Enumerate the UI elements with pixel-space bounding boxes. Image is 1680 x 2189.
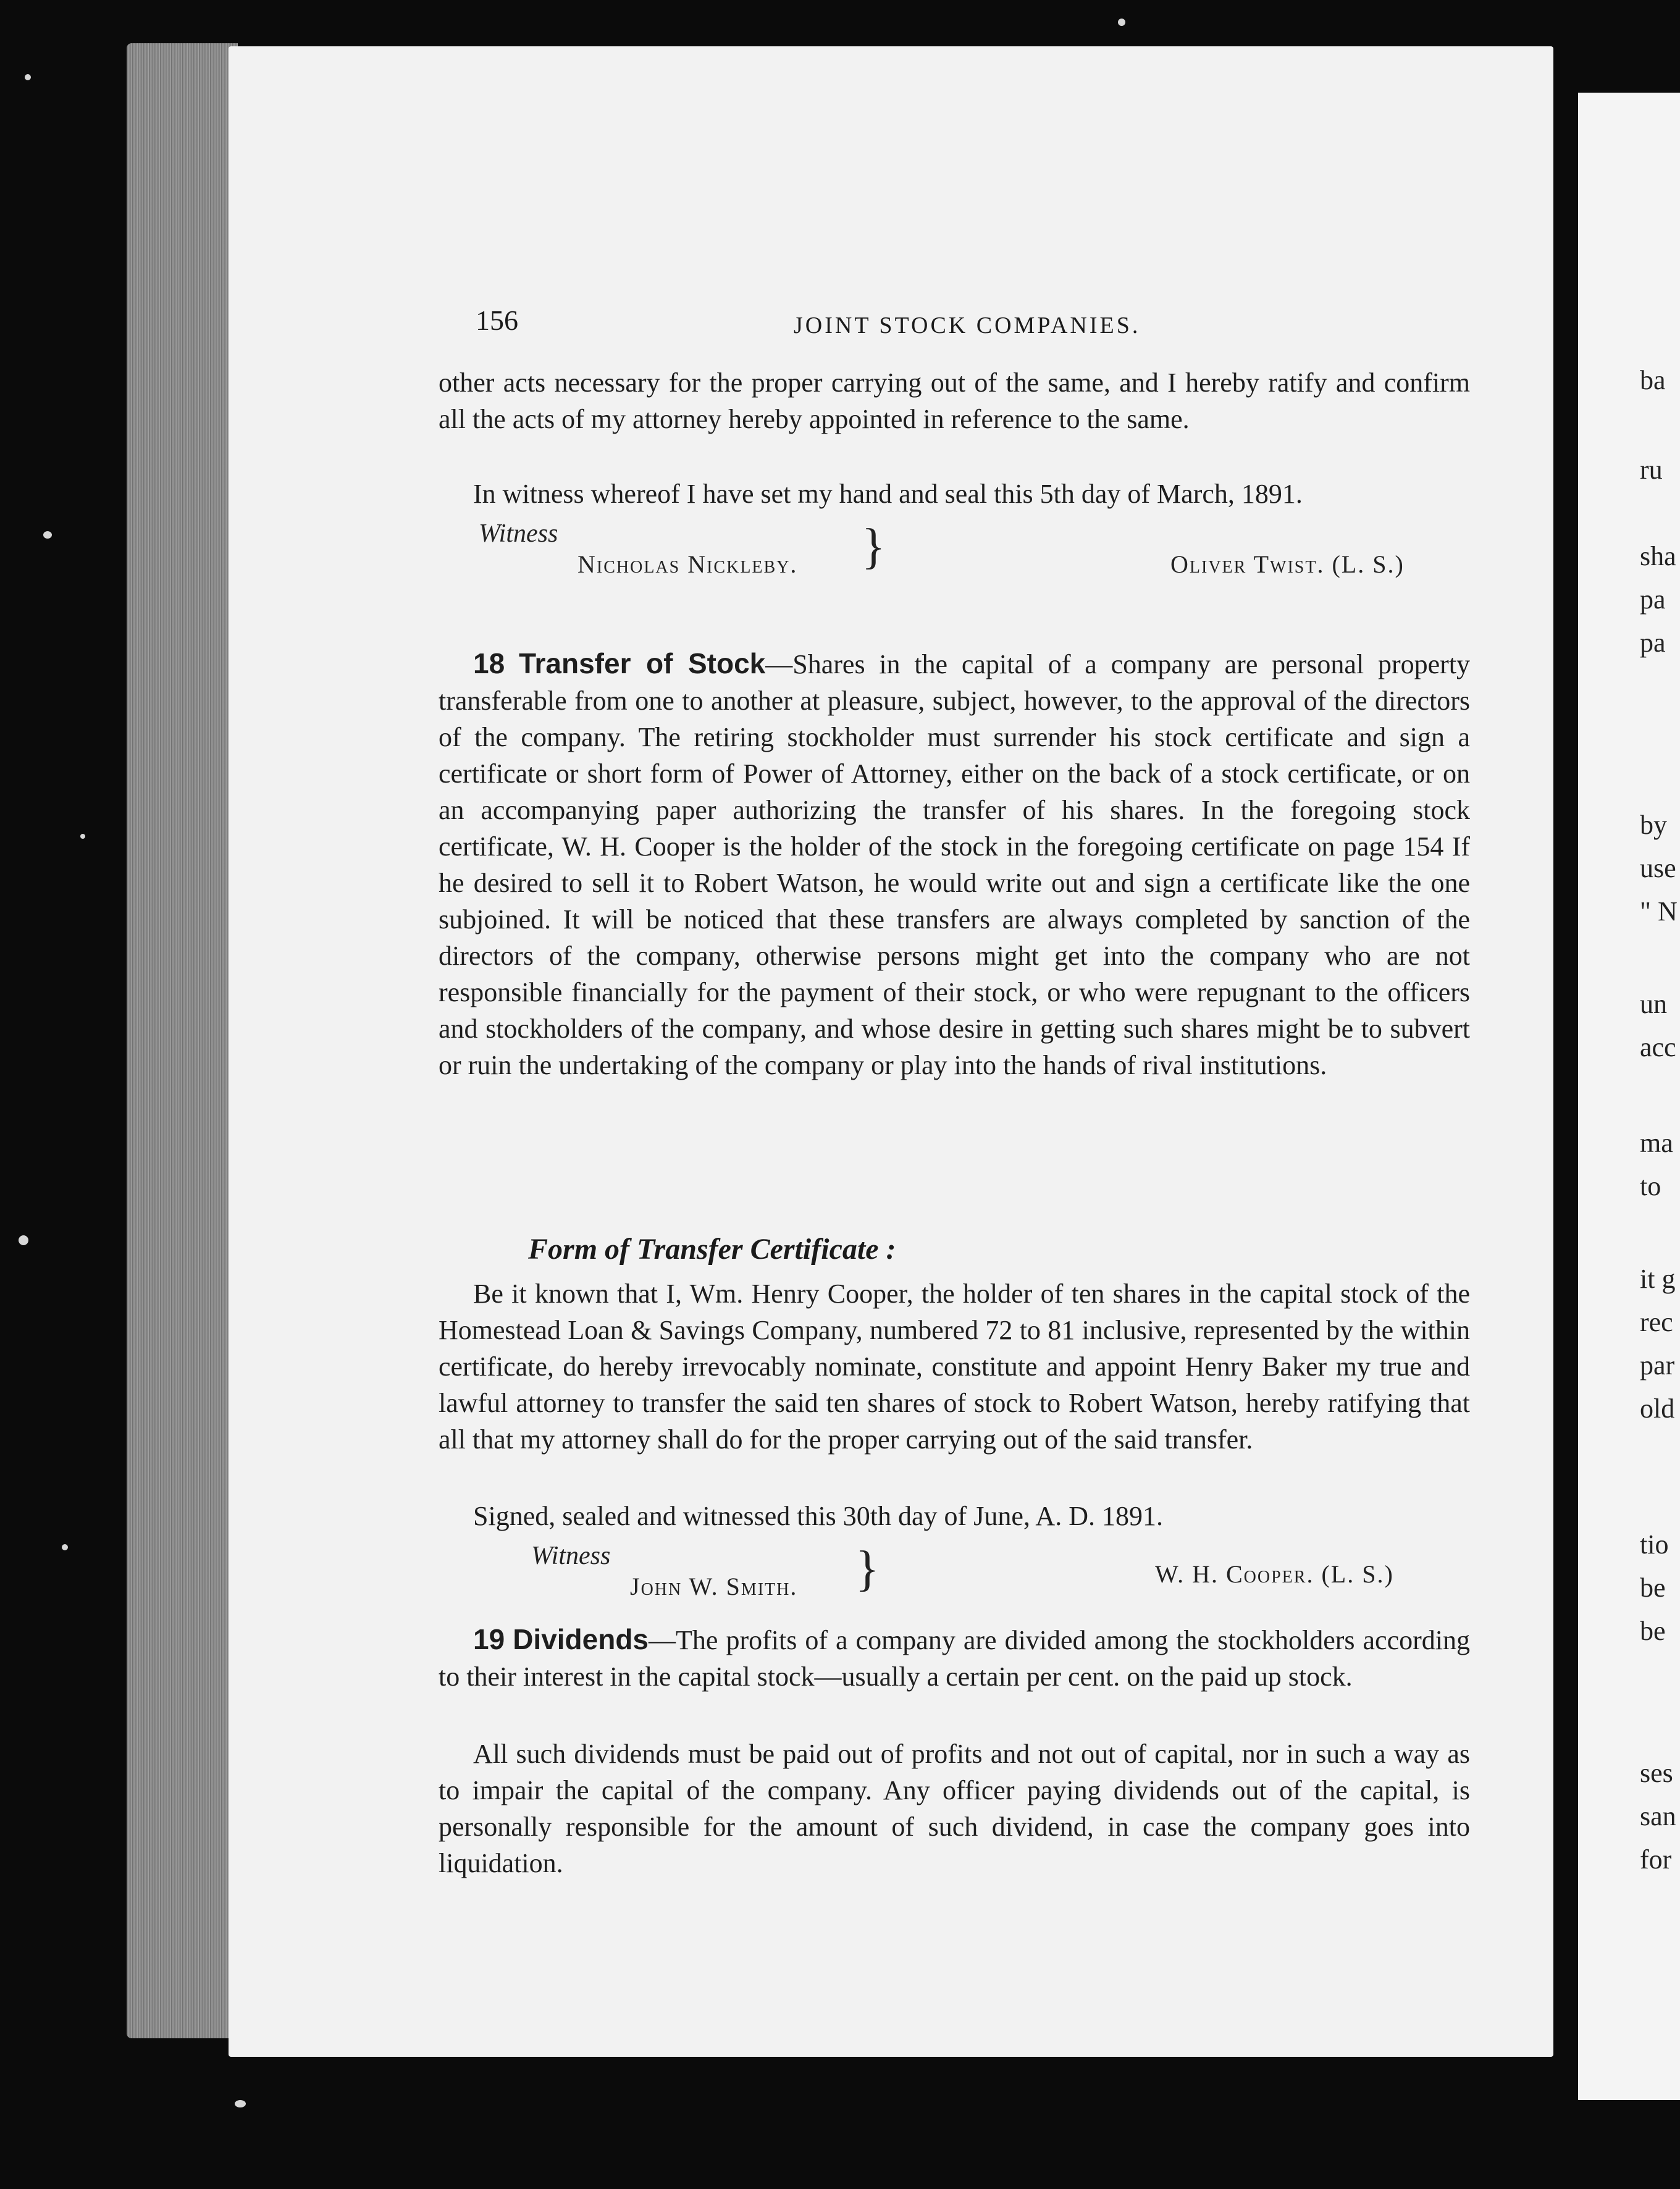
intro-paragraph: other acts necessary for the proper carrying out of the same, and I hereby ratify and confirm all the acts of my attorney hereby appointed in reference to the same. [439,368,1470,434]
dust-speck [43,531,52,539]
witness-label: Witness [479,519,558,548]
dust-speck [62,1544,68,1550]
running-head: JOINT STOCK COMPANIES. [794,313,1141,338]
form-title: Form of Transfer Certificate : [528,1233,896,1266]
brace-icon: } [862,519,886,574]
page-number: 156 [476,305,518,336]
facing-fragment: ru [1640,455,1663,485]
witness-label: Witness [531,1542,611,1570]
facing-fragment: sha [1640,541,1676,571]
dust-speck [19,1235,28,1245]
section-19-paragraph-2: All such dividends must be paid out of profits and not out of capital, nor in such a way as to impair the capital of the company. Any officer paying dividends out of the capital, is personally responsible for the amount of such dividend, in case the company goes into liquidation. [439,1739,1470,1878]
dust-speck [1118,19,1125,26]
facing-fragment: " N [1640,896,1678,926]
facing-fragment: tio [1640,1529,1669,1560]
facing-fragment: un [1640,989,1667,1019]
form-paragraph: Be it known that I, Wm. Henry Cooper, the holder of ten shares in the capital stock of the Homestead Loan & Savings Company, numbered 72 to 81 inclusive, represented by the within certificate, do hereby irrevocably nominate, constitute and appoint Henry Baker my true and lawful attorney to transfer the said ten shares of stock to Robert Watson, hereby ratifying that all that my attorney shall do for the proper carrying out of the said transfer. [439,1279,1470,1455]
signer-name: W. H. Cooper. (L. S.) [1155,1560,1394,1588]
dust-speck [235,2100,246,2107]
section-number: 18 [473,647,505,679]
facing-fragment: old [1640,1393,1675,1424]
facing-fragment: par [1640,1350,1675,1380]
section-text: —Shares in the capital of a company are personal property transferable from one to another at pleasure, subject, however, to the approval of the directors of the company. The retiring stockholder must surrender his stock certificate and sign a certificate or short form of Power of Attorney, either on the back of a stock certificate, or on an accompanying paper authorizing the transfer of his shares. In the foregoing stock certificate, W. H. Cooper is the holder of the stock in the foregoing certificate on page 154 If he desired to sell it to Robert Watson, he would write out and sign a certificate like the one subjoined. It will be noticed that these transfers are always completed by sanction of the directors of the company, otherwise persons might get into the company who are not responsible financially for the payment of their stock, or who were repugnant to the officers and stockholders of the company, and whose desire in getting such shares might be to subvert or ruin the undertaking of the company or play into the hands of rival institutions. [439,649,1471,1080]
form-signed-line: Signed, sealed and witnessed this 30th day of June, A. D. 1891. [473,1501,1163,1531]
facing-fragment: for [1640,1844,1672,1875]
facing-fragment: san [1640,1801,1676,1831]
section-text: —The profits of a company are divided among the stockholders according to their interest in the capital stock—usually a certain per cent. on the paid up stock. [439,1625,1470,1692]
facing-fragment: ses [1640,1758,1673,1788]
dust-speck [80,834,85,839]
facing-fragment: to [1640,1171,1661,1201]
facing-fragment: use [1640,853,1676,883]
signer-name: Oliver Twist. (L. S.) [1170,550,1405,578]
facing-fragment: by [1640,810,1667,840]
book-page-edge [127,43,238,2038]
dust-speck [25,74,31,80]
facing-fragment: pa [1640,584,1666,615]
facing-fragment: be [1640,1616,1666,1646]
brace-icon: } [855,1542,880,1596]
facing-fragment: acc [1640,1032,1676,1062]
section-title: Dividends [513,1623,649,1655]
facing-fragment: ma [1640,1128,1673,1158]
witness-name: Nicholas Nickleby. [578,550,798,578]
facing-fragment: rec [1640,1307,1673,1337]
section-18-paragraph [439,645,1470,1083]
witness-name: John W. Smith. [630,1573,798,1600]
facing-fragment: pa [1640,628,1666,658]
facing-fragment: be [1640,1573,1666,1603]
intro-witness-line: In witness whereof I have set my hand and seal this 5th day of March, 1891. [473,479,1303,509]
section-title: Transfer of Stock [518,647,766,679]
facing-fragment: ba [1640,365,1666,395]
section-number: 19 [473,1623,505,1655]
facing-fragment: it g [1640,1264,1676,1294]
section-19-paragraph [439,1621,1470,1695]
